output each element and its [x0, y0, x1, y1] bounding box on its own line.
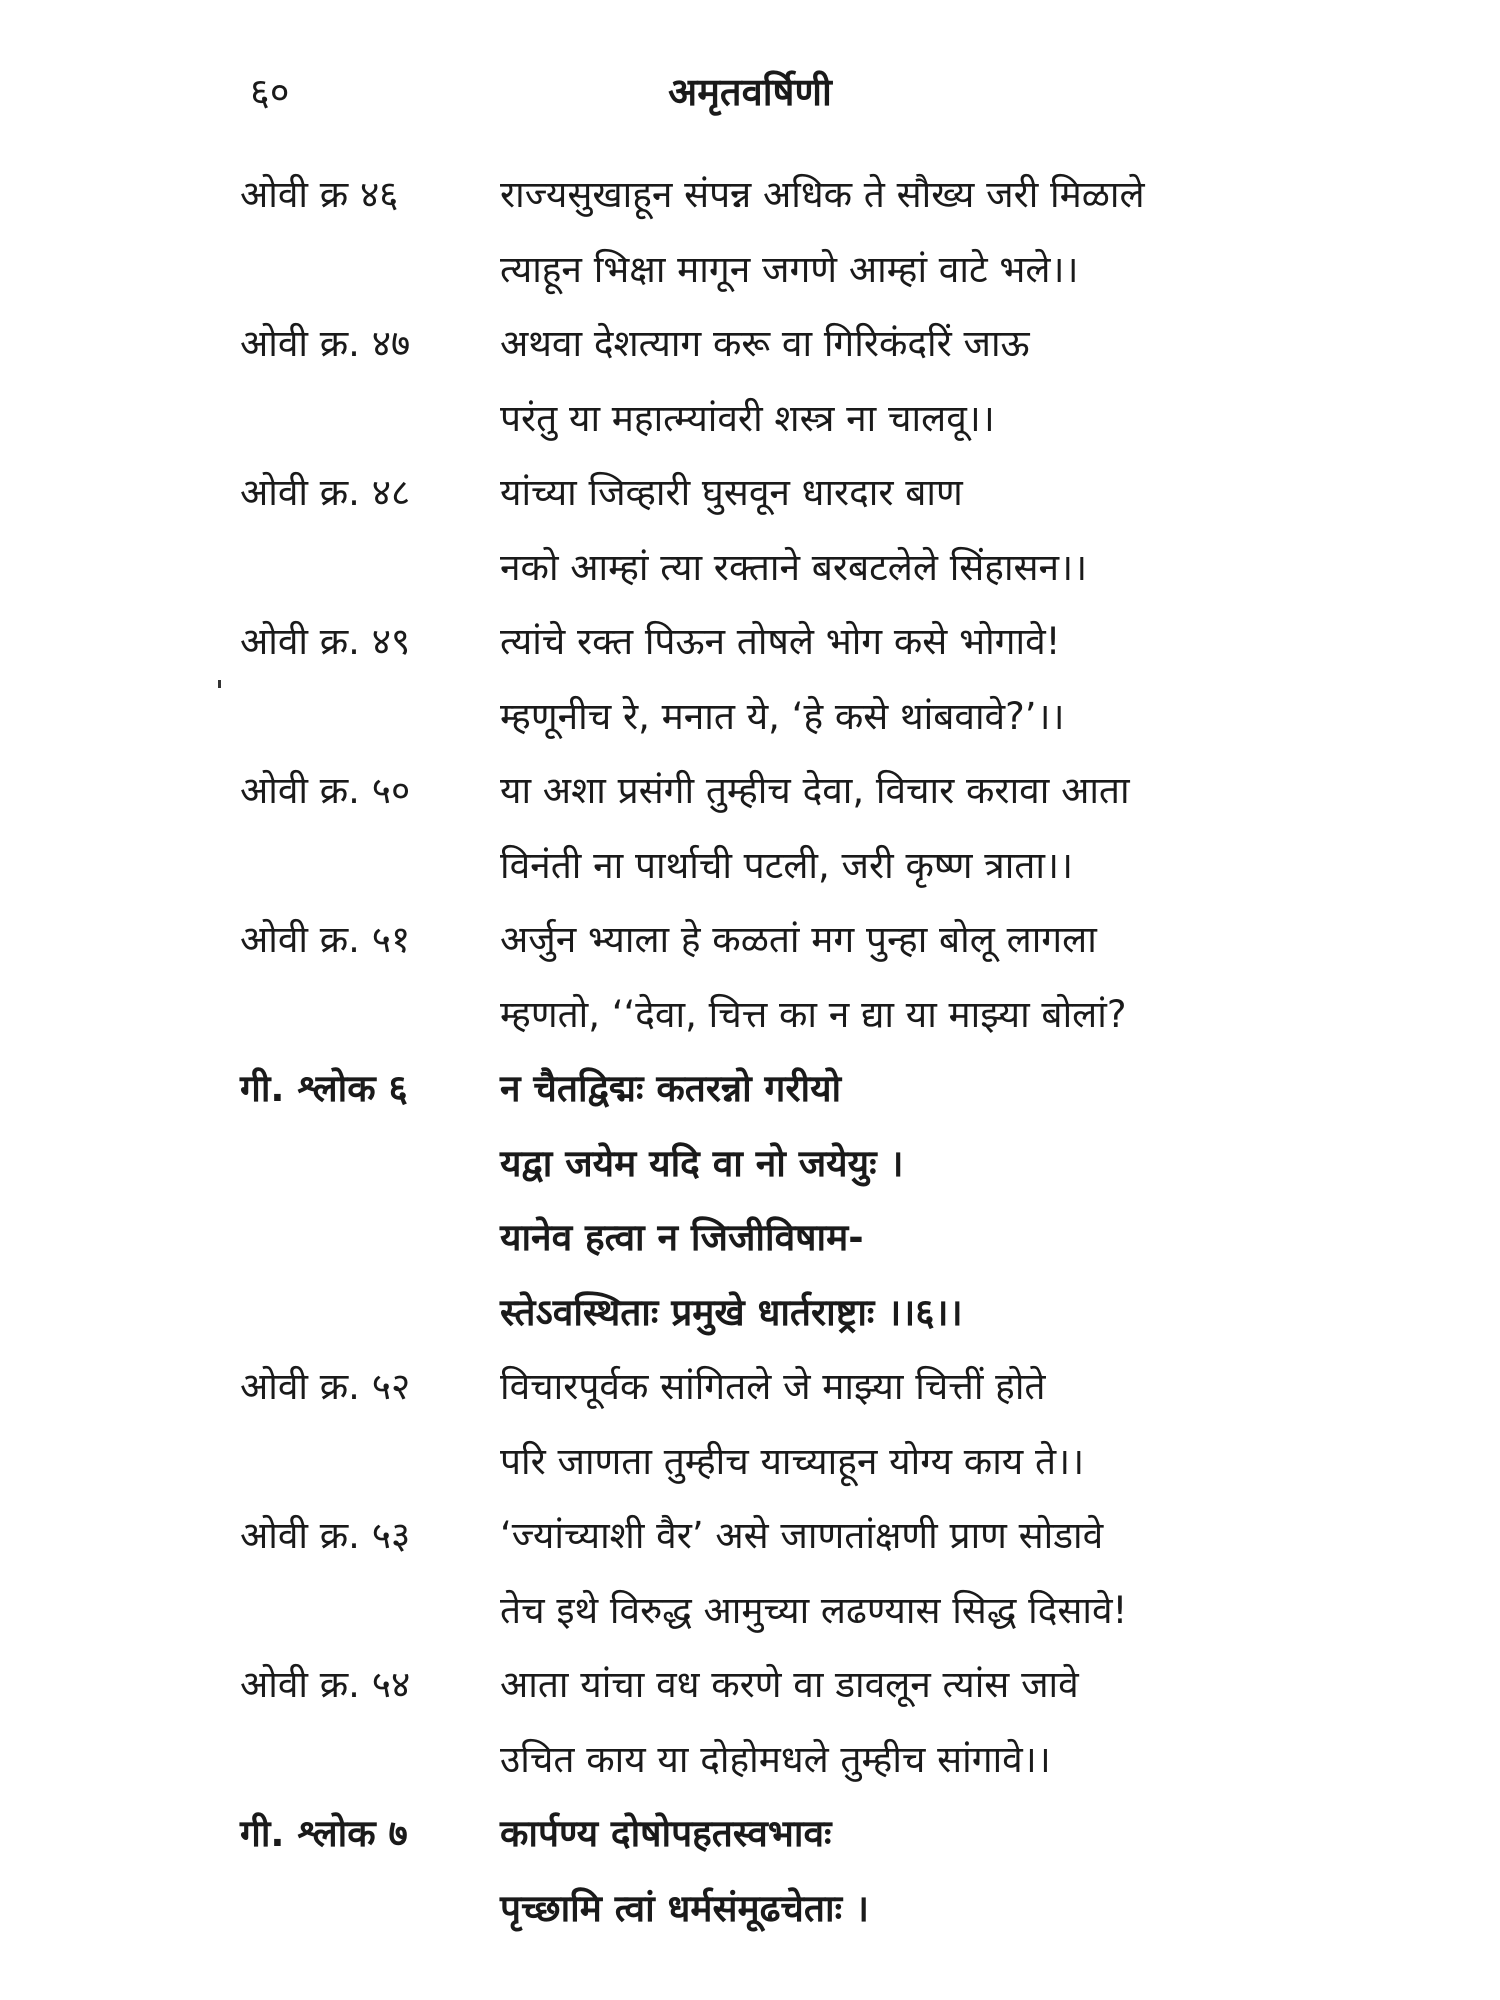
verse-text: नको आम्हां त्या रक्ताने बरबटलेले सिंहासन।। [500, 545, 1088, 589]
ovi-46 [0, 158, 1500, 307]
verse-text: म्हणूनीच रे, मनात ये, ‘हे कसे थांबवावे?’।। [500, 694, 1065, 738]
verse-text: अथवा देशत्याग करू वा गिरिकंदरिं जाऊ [500, 322, 1030, 365]
ovi-54 [0, 1648, 1500, 1797]
verse-label: ओवी क्र. ५४ [240, 1663, 411, 1706]
ovi-49 [0, 605, 1500, 754]
shloka-line [0, 1052, 1500, 1127]
ovi-51 [0, 903, 1500, 1052]
shloka-line [0, 1276, 1500, 1351]
verse-text: परि जाणता तुम्हीच याच्याहून योग्य काय ते।। [500, 1439, 1085, 1483]
verse-line [0, 1723, 1500, 1798]
verse-line [0, 605, 1500, 680]
verse-line [0, 382, 1500, 457]
verse-line [0, 1574, 1500, 1649]
verse-line [0, 1350, 1500, 1425]
verse-label: ओवी क्र. ४९ [240, 620, 411, 663]
verse-text: विचारपूर्वक सांगितले जे माझ्या चित्तीं होते [500, 1365, 1046, 1408]
verse-text: त्याहून भिक्षा मागून जगणे आम्हां वाटे भले।। [500, 247, 1079, 291]
verse-line [0, 829, 1500, 904]
verse-label: ओवी क्र. ५० [240, 769, 411, 812]
verse-text: म्हणतो, ‘‘देवा, चित्त का न द्या या माझ्या बोलां? [500, 992, 1127, 1036]
verse-label: ओवी क्र ४६ [240, 173, 399, 216]
gita-shloka-6 [0, 1052, 1500, 1350]
page-header [0, 62, 1500, 122]
ovi-53 [0, 1499, 1500, 1648]
ovi-52 [0, 1350, 1500, 1499]
verse-line [0, 233, 1500, 308]
verse-line [0, 158, 1500, 233]
ovi-48 [0, 456, 1500, 605]
verse-line [0, 531, 1500, 606]
verse-line [0, 1499, 1500, 1574]
verse-line [0, 680, 1500, 755]
shloka-text: यद्वा जयेम यदि वा नो जयेयुः । [500, 1141, 904, 1185]
verse-label: ओवी क्र. ४७ [240, 322, 411, 365]
verse-label: ओवी क्र. ५१ [240, 918, 411, 961]
shloka-line [0, 1127, 1500, 1202]
shloka-text: यानेव हत्वा न जिजीविषाम- [500, 1216, 864, 1259]
shloka-line [0, 1797, 1500, 1872]
shloka-label: गी. श्लोक ६ [240, 1067, 408, 1110]
gita-shloka-7 [0, 1797, 1500, 1946]
verse-label: ओवी क्र. ५२ [240, 1365, 411, 1408]
verse-text: राज्यसुखाहून संपन्न अधिक ते सौख्य जरी मिळाले [500, 173, 1145, 216]
ovi-50 [0, 754, 1500, 903]
shloka-label: गी. श्लोक ७ [240, 1812, 408, 1855]
verse-text: त्यांचे रक्त पिऊन तोषले भोग कसे भोगावे! [500, 620, 1061, 663]
verse-text: अर्जुन भ्याला हे कळतां मग पुन्हा बोलू लागला [500, 918, 1097, 961]
verse-text: या अशा प्रसंगी तुम्हीच देवा, विचार करावा आता [500, 769, 1130, 812]
shloka-text: स्तेऽवस्थिताः प्रमुखे धार्तराष्ट्राः ।।६।। [500, 1290, 963, 1334]
verse-text: विनंती ना पार्थाची पटली, जरी कृष्ण त्राता।। [500, 843, 1074, 887]
verse-text: परंतु या महात्म्यांवरी शस्त्र ना चालवू।। [500, 396, 995, 440]
verse-line [0, 978, 1500, 1053]
shloka-text: न चैतद्विद्मः कतरन्नो गरीयो [500, 1067, 842, 1110]
verse-text: तेच इथे विरुद्ध आमुच्या लढण्यास सिद्ध दिसावे! [500, 1588, 1128, 1632]
shloka-line [0, 1201, 1500, 1276]
shloka-line [0, 1872, 1500, 1947]
verse-label: ओवी क्र. ४८ [240, 471, 411, 514]
verse-line [0, 1425, 1500, 1500]
verse-line [0, 754, 1500, 829]
ovi-47 [0, 307, 1500, 456]
verse-line [0, 307, 1500, 382]
shloka-text: पृच्छामि त्वां धर्मसंमूढचेताः । [500, 1886, 869, 1930]
verse-text: यांच्या जिव्हारी घुसवून धारदार बाण [500, 471, 963, 514]
verse-list [0, 158, 1500, 1946]
book-title: अमृतवर्षिणी [668, 70, 832, 114]
verse-text: आता यांचा वध करणे वा डावलून त्यांस जावे [500, 1663, 1079, 1706]
verse-line [0, 903, 1500, 978]
verse-label: ओवी क्र. ५३ [240, 1514, 411, 1557]
verse-text: उचित काय या दोहोमधले तुम्हीच सांगावे।। [500, 1737, 1051, 1781]
verse-line [0, 456, 1500, 531]
page-number: ६० [250, 70, 290, 114]
verse-text: ‘ज्यांच्याशी वैर’ असे जाणतांक्षणी प्राण सोडावे [500, 1514, 1104, 1557]
verse-line [0, 1648, 1500, 1723]
shloka-text: कार्पण्य दोषोपहतस्वभावः [500, 1812, 832, 1855]
